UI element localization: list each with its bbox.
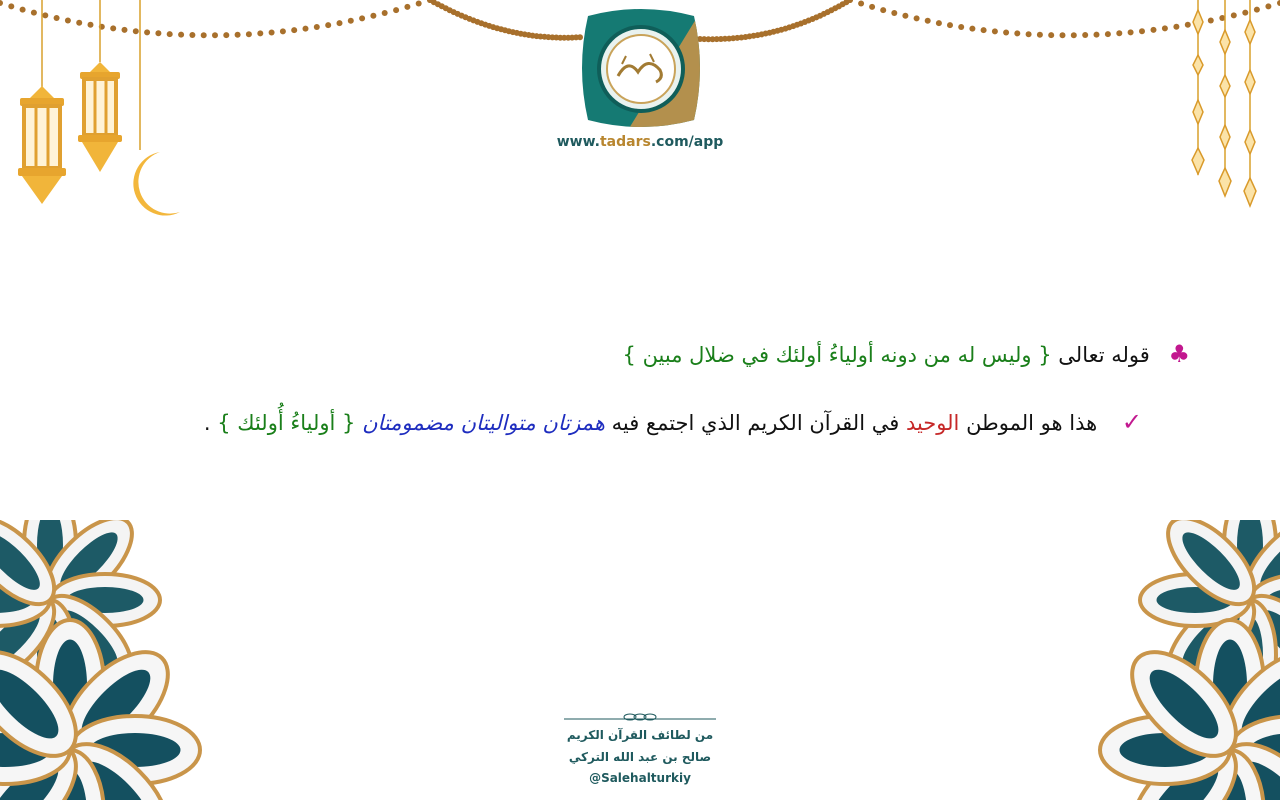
flower-decoration-icon xyxy=(0,520,220,800)
footer-title: من لطائف القرآن الكريم xyxy=(566,728,714,742)
note-quote: { أولياءُ أُولئك } xyxy=(217,411,356,435)
note-italic: همزتان متواليتان مضمومتان xyxy=(362,411,605,435)
url-prefix: www. xyxy=(556,134,600,150)
hanging-ornaments xyxy=(1170,0,1280,215)
note-part-2: في القرآن الكريم الذي اجتمع فيه xyxy=(611,411,900,435)
verse-quote: { وليس له من دونه أولياءُ أولئك في ضلال مبين } xyxy=(622,343,1052,367)
footer-handle[interactable]: @Salehalturkiy xyxy=(589,771,691,785)
note-end: . xyxy=(203,411,211,435)
url-suffix: .com/app xyxy=(650,134,724,150)
verse-line xyxy=(623,340,1190,368)
note-highlight: الوحيد xyxy=(905,411,960,435)
logo-url[interactable] xyxy=(540,134,740,150)
club-bullet-icon: ♣ xyxy=(1168,340,1190,368)
checkmark-bullet-icon: ✓ xyxy=(1121,408,1142,436)
ornament-divider-icon xyxy=(560,710,720,724)
footer-author: صالح بن عبد الله التركي xyxy=(568,750,712,764)
verse-lead: قوله تعالى xyxy=(1058,343,1150,367)
footer xyxy=(540,710,740,788)
note-line xyxy=(204,408,1142,436)
crescent-icon xyxy=(133,152,180,216)
lantern-decoration xyxy=(0,0,200,230)
flower-decoration-icon xyxy=(1080,520,1280,800)
url-brand: tadars xyxy=(599,134,651,150)
lantern-icon xyxy=(78,62,122,172)
lantern-icon xyxy=(18,86,66,204)
note-part-1: هذا هو الموطن xyxy=(966,411,1098,435)
tadars-logo-icon xyxy=(578,6,704,130)
